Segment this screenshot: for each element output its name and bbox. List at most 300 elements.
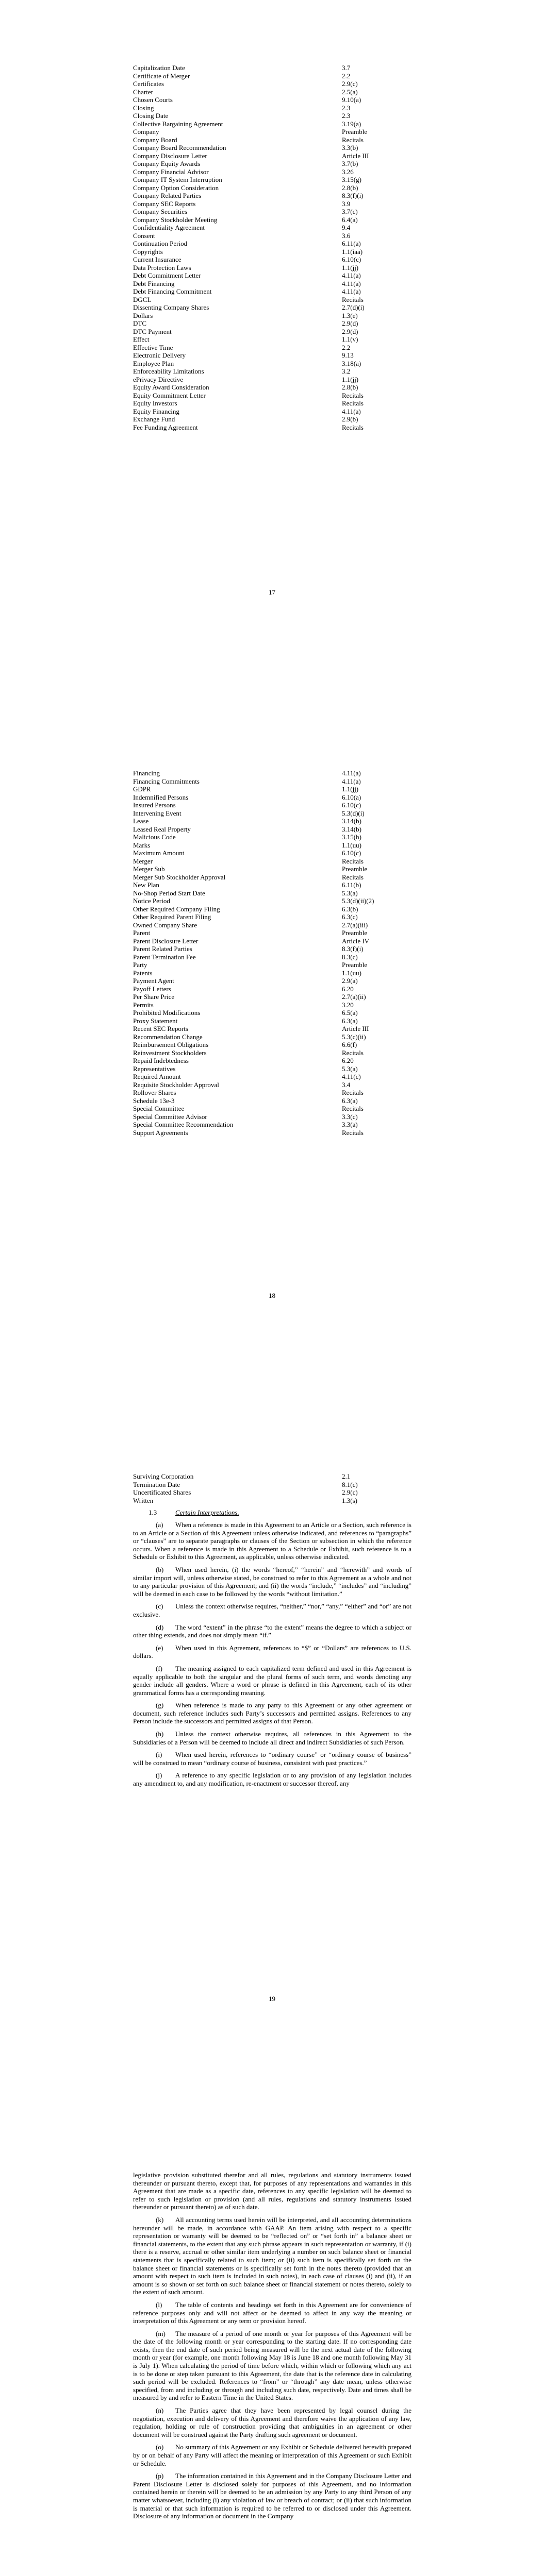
index-section-ref: Recitals [342, 857, 364, 865]
paragraph [133, 1521, 411, 1561]
index-row [133, 280, 411, 288]
paragraph [133, 2406, 411, 2438]
index-section-ref: 2.9(c) [342, 1488, 358, 1496]
index-term: Company Securities [133, 208, 188, 215]
index-term: Enforceability Limitations [133, 367, 204, 375]
paragraph-label: (j) [156, 1771, 162, 1780]
index-section-ref: 1.1(uu) [342, 969, 361, 977]
index-section-ref: 5.3(d)(ii)(2) [342, 897, 374, 905]
index-row [133, 248, 411, 256]
index-row [133, 152, 411, 160]
index-term: Confidentiality Agreement [133, 224, 205, 231]
index-row [133, 801, 411, 809]
index-term: Copyrights [133, 247, 163, 256]
index-term: Rollover Shares [133, 1089, 176, 1096]
index-section-ref: 2.7(d)(i) [342, 303, 365, 311]
index-row [133, 1065, 411, 1073]
paragraph [133, 2443, 411, 2467]
index-section-ref: 2.3 [342, 112, 351, 120]
index-row [133, 1057, 411, 1065]
index-term: Intervening Event [133, 809, 182, 817]
paragraph [133, 1701, 411, 1725]
index-row [133, 969, 411, 977]
index-section-ref: 3.19(a) [342, 120, 361, 128]
index-row [133, 319, 411, 328]
index-section-ref: 5.3(d)(i) [342, 809, 365, 817]
index-row [133, 929, 411, 937]
index-term: Company Option Consideration [133, 183, 219, 192]
defined-terms-index [133, 769, 411, 1137]
index-section-ref: 2.9(d) [342, 327, 358, 335]
paragraph-label: (n) [156, 2406, 164, 2415]
index-term: Payoff Letters [133, 985, 171, 993]
index-section-ref: 6.6(f) [342, 1041, 357, 1048]
index-term: Equity Financing [133, 407, 179, 415]
index-section-ref: 3.20 [342, 1001, 354, 1009]
index-row [133, 857, 411, 866]
index-row [133, 1472, 411, 1481]
index-section-ref: 3.7(c) [342, 208, 358, 215]
index-row [133, 1081, 411, 1089]
document-page-20 [0, 2110, 544, 2576]
index-row [133, 328, 411, 336]
index-row [133, 1488, 411, 1497]
index-term: Permits [133, 1001, 154, 1009]
index-row [133, 977, 411, 985]
index-term: Electronic Delivery [133, 351, 186, 359]
index-row [133, 408, 411, 416]
index-row [133, 144, 411, 152]
paragraph-label: (o) [156, 2443, 164, 2451]
index-term: Requisite Stockholder Approval [133, 1080, 219, 1089]
index-row [133, 120, 411, 128]
index-term: Dissenting Company Shares [133, 303, 209, 311]
index-row [133, 1097, 411, 1105]
index-term: Company Equity Awards [133, 160, 201, 167]
index-term: Equity Investors [133, 399, 177, 407]
index-section-ref: 6.20 [342, 985, 354, 993]
index-section-ref: 3.15(h) [342, 833, 361, 841]
paragraph-label: (e) [156, 1643, 163, 1652]
index-term: Special Committee Recommendation [133, 1121, 234, 1128]
index-section-ref: 1.3(s) [342, 1496, 357, 1504]
index-term: Special Committee Advisor [133, 1112, 207, 1121]
index-section-ref: 6.3(a) [342, 1096, 358, 1105]
index-term: Merger [133, 857, 153, 865]
index-row [133, 913, 411, 921]
index-row [133, 1001, 411, 1009]
index-section-ref: 3.18(a) [342, 359, 361, 367]
index-row [133, 793, 411, 802]
index-section-ref: Recitals [342, 423, 364, 431]
index-term: Company Stockholder Meeting [133, 215, 218, 224]
index-section-ref: 4.11(a) [342, 279, 361, 287]
index-section-ref: Preamble [342, 128, 368, 135]
paragraph-label: (f) [156, 1664, 162, 1672]
index-row [133, 344, 411, 352]
index-row [133, 376, 411, 384]
index-row [133, 1089, 411, 1097]
paragraph-text: When a reference is made in this Agreement to an Article or a Section, such reference is to an Article or a Section of this Agreement unless otherwise indicated, and references to “paragraphs” or “clauses” are to separate paragraphs or clauses of the Section or subsection in which the reference occurs. When a reference is made in this Agreement to a Schedule or Exhibit, such reference is to a Schedule or Exhibit to this Agreement, as applicable, unless otherwise indicated. [133, 1521, 411, 1561]
index-term: Data Protection Laws [133, 263, 191, 272]
index-term: Charter [133, 88, 153, 96]
index-row [133, 1497, 411, 1505]
index-row [133, 415, 411, 423]
index-term: Maximum Amount [133, 849, 185, 857]
index-term: ePrivacy Directive [133, 375, 184, 383]
index-section-ref: 2.9(b) [342, 415, 358, 423]
index-term: Current Insurance [133, 256, 182, 263]
index-row [133, 825, 411, 834]
index-section-ref: Recitals [342, 1089, 364, 1096]
index-term: Surviving Corporation [133, 1472, 194, 1480]
index-row [133, 367, 411, 376]
index-term: Merger Sub Stockholder Approval [133, 873, 226, 881]
paragraph [133, 1665, 411, 1697]
index-term: Termination Date [133, 1480, 180, 1488]
paragraph [133, 1730, 411, 1746]
index-row [133, 1049, 411, 1057]
paragraph-label: (p) [156, 2472, 164, 2480]
index-term: No-Shop Period Start Date [133, 889, 205, 897]
index-row [133, 937, 411, 945]
index-term: Parent Related Parties [133, 945, 192, 953]
index-section-ref: 6.11(b) [342, 881, 361, 889]
index-section-ref: 3.3(a) [342, 1121, 358, 1128]
index-row [133, 392, 411, 400]
index-section-ref: Recitals [342, 1128, 364, 1137]
index-section-ref: Recitals [342, 873, 364, 881]
index-term: Reimbursement Obligations [133, 1041, 209, 1048]
paragraph [133, 1566, 411, 1598]
index-section-ref: 2.1 [342, 1472, 351, 1480]
index-term: Party [133, 961, 147, 969]
index-term: Closing [133, 104, 154, 112]
index-term: Written [133, 1496, 154, 1504]
index-row [133, 953, 411, 961]
index-term: Recommendation Change [133, 1032, 203, 1041]
index-term: DTC Payment [133, 327, 172, 335]
index-row [133, 312, 411, 320]
index-row [133, 1113, 411, 1121]
paragraph-label: (g) [156, 1701, 164, 1709]
index-section-ref: Preamble [342, 961, 368, 969]
index-row [133, 64, 411, 72]
index-row [133, 777, 411, 786]
paragraph-label: (b) [156, 1565, 164, 1573]
paragraph [133, 2330, 411, 2402]
index-row [133, 136, 411, 144]
index-row [133, 817, 411, 825]
paragraph-text: A reference to any specific legislation or to any provision of any legislation includes any amendment to, and any modification, re-enactment or successor thereof, any [133, 1771, 411, 1788]
index-term: Prohibited Modifications [133, 1009, 201, 1016]
index-term: Effect [133, 335, 150, 343]
index-row [133, 769, 411, 777]
paragraph-text: No summary of this Agreement or any Exhibit or Schedule delivered herewith prepared by or on behalf of any Party will affect the meaning or interpretation of this Agreement or such Exhibit or Schedule. [133, 2443, 411, 2467]
section-body [133, 1521, 411, 1792]
index-section-ref: 3.6 [342, 231, 351, 240]
index-section-ref: 2.7(a)(ii) [342, 993, 366, 1001]
index-row [133, 833, 411, 841]
index-term: Debt Financing [133, 279, 175, 287]
paragraph-text: The Parties agree that they have been represented by legal counsel during the negotiation, execution and delivery of this Agreement and therefore waive the application of any law, regulation, holding or rule of construction providing that ambiguities in an agreement or other document will be construed against the Party drafting such agreement or document. [133, 2406, 411, 2438]
index-section-ref: 4.11(a) [342, 272, 361, 279]
index-term: Closing Date [133, 112, 169, 120]
index-section-ref: 3.3(b) [342, 144, 358, 151]
index-row [133, 256, 411, 264]
index-term: Representatives [133, 1064, 176, 1073]
index-term: Continuation Period [133, 240, 188, 247]
index-row [133, 80, 411, 88]
defined-terms-index [133, 64, 411, 431]
section-body [133, 2171, 411, 2525]
index-section-ref: 6.3(a) [342, 1016, 358, 1025]
index-section-ref: 8.1(c) [342, 1480, 358, 1488]
index-row [133, 303, 411, 312]
index-section-ref: 2.8(b) [342, 183, 358, 192]
paragraph-text: Unless the context otherwise requires, “neither,” “nor,” “any,” “either” and “or” are not exclusive. [133, 1602, 411, 1618]
index-section-ref: 3.2 [342, 367, 351, 375]
index-term: Other Required Company Filing [133, 905, 220, 913]
index-term: Company Financial Advisor [133, 167, 209, 176]
index-row [133, 96, 411, 104]
paragraph-text: The table of contents and headings set forth in this Agreement are for convenience of reference purposes only and will not affect or be deemed to affect in any way the meaning or interpretation of this Agreement or any term or provision hereof. [133, 2300, 411, 2325]
index-section-ref: 2.9(c) [342, 80, 358, 88]
index-term: Indemnified Persons [133, 793, 189, 801]
paragraph [133, 2472, 411, 2520]
index-term: Parent Termination Fee [133, 953, 196, 961]
paragraph-text: When used herein, references to “ordinary course” or “ordinary course of business” will be construed to mean “ordinary course of business, consistent with past practices.” [133, 1751, 411, 1767]
index-row [133, 112, 411, 120]
index-row [133, 1129, 411, 1137]
index-term: Company Disclosure Letter [133, 151, 207, 160]
index-section-ref: 6.4(a) [342, 215, 358, 224]
paragraph-label: (l) [156, 2300, 162, 2309]
index-row [133, 961, 411, 969]
paragraph [133, 1644, 411, 1660]
index-section-ref: Recitals [342, 295, 364, 303]
index-section-ref: 6.5(a) [342, 1009, 358, 1016]
index-row [133, 360, 411, 368]
index-section-ref: 4.11(a) [342, 407, 361, 415]
paragraph-label: (i) [156, 1751, 162, 1759]
index-term: Other Required Parent Filing [133, 913, 211, 921]
index-section-ref: Recitals [342, 1048, 364, 1057]
paragraph [133, 1771, 411, 1787]
index-row [133, 272, 411, 280]
index-section-ref: 3.3(c) [342, 1112, 358, 1121]
index-section-ref: 4.11(c) [342, 1073, 361, 1080]
index-row [133, 785, 411, 793]
index-row [133, 200, 411, 208]
index-row [133, 224, 411, 232]
index-term: Financing Commitments [133, 777, 200, 785]
index-row [133, 128, 411, 136]
index-section-ref: 3.7(b) [342, 160, 358, 167]
paragraph-label: (h) [156, 1730, 164, 1738]
index-section-ref: 6.10(c) [342, 849, 361, 857]
index-term: Debt Financing Commitment [133, 287, 212, 295]
index-term: Lease [133, 817, 149, 825]
page-number: 19 [269, 1995, 275, 2003]
index-term: New Plan [133, 881, 159, 889]
index-term: Fee Funding Agreement [133, 423, 198, 431]
index-row [133, 399, 411, 408]
index-row [133, 849, 411, 857]
index-term: DTC [133, 319, 146, 327]
index-section-ref: 5.3(a) [342, 889, 358, 897]
paragraph [133, 1602, 411, 1618]
paragraph-label: (a) [156, 1521, 163, 1529]
index-section-ref: 1.1(uu) [342, 841, 361, 849]
index-row [133, 232, 411, 240]
index-section-ref: Recitals [342, 391, 364, 399]
index-term: Schedule 13e-3 [133, 1096, 175, 1105]
index-section-ref: 3.15(g) [342, 176, 361, 183]
index-term: Recent SEC Reports [133, 1025, 188, 1032]
index-section-ref: 1.1(jj) [342, 263, 359, 272]
index-section-ref: Article III [342, 1025, 369, 1032]
index-term: Parent [133, 929, 151, 937]
section-number: 1.3 [149, 1509, 157, 1516]
index-section-ref: 8.3(f)(i) [342, 192, 364, 199]
index-row [133, 184, 411, 192]
index-term: Equity Award Consideration [133, 383, 209, 391]
paragraph-text: The information contained in this Agreement and in the Company Disclosure Letter and Parent Disclosure Letter is disclosed solely for purposes of this Agreement, and no information contained herein or therein will be deemed to be an admission by any Party to any third Person of any matter whatsoever, including (i) any violation of law or breach of contract; or (ii) that such information is material or that such information is required to be referred to or disclosed under this Agreement. Disclosure of any information or document in the Company [133, 2472, 411, 2520]
index-row [133, 208, 411, 216]
index-term: Notice Period [133, 897, 170, 905]
index-row [133, 945, 411, 953]
index-term: Company [133, 128, 159, 135]
index-term: Parent Disclosure Letter [133, 937, 199, 945]
index-row [133, 216, 411, 224]
paragraph [133, 2301, 411, 2325]
paragraph-label: (k) [156, 2215, 164, 2224]
index-section-ref: 2.2 [342, 343, 351, 351]
index-row [133, 881, 411, 889]
page-number: 17 [269, 588, 275, 596]
index-section-ref: 6.3(b) [342, 905, 358, 913]
index-term: Company Related Parties [133, 192, 202, 199]
paragraph-text: The meaning assigned to each capitalized term defined and used in this Agreement is equally applicable to both the singular and the plural forms of such term, and words denoting any gender include all genders. Where a word or phrase is defined in this Agreement, each of its other grammatical forms has a corresponding meaning. [133, 1664, 411, 1697]
index-term: Marks [133, 841, 151, 849]
index-term: Required Amount [133, 1073, 181, 1080]
index-term: Company IT System Interruption [133, 176, 222, 183]
index-term: Exchange Fund [133, 415, 175, 423]
index-row [133, 176, 411, 184]
index-row [133, 240, 411, 248]
index-section-ref: 6.10(a) [342, 793, 361, 801]
index-row [133, 921, 411, 929]
index-row [133, 104, 411, 112]
index-row [133, 1105, 411, 1113]
index-term: Owned Company Share [133, 921, 197, 929]
index-row [133, 72, 411, 80]
index-section-ref: 6.10(c) [342, 801, 361, 809]
index-row [133, 1025, 411, 1033]
index-row [133, 1033, 411, 1041]
index-section-ref: 4.11(a) [342, 287, 361, 295]
paragraph-text: When used herein, (i) the words “hereof,” “herein” and “herewith” and words of similar import will, unless otherwise stated, be construed to refer to this Agreement as a whole and not to any particular provision of this Agreement; and (ii) the words “include,” “includes” and “including” will be deemed in each case to be followed by the words “without limitation.” [133, 1565, 411, 1598]
index-section-ref: 1.1(jj) [342, 785, 359, 793]
index-section-ref: 2.2 [342, 72, 351, 80]
index-section-ref: 6.20 [342, 1057, 354, 1064]
index-section-ref: 1.1(v) [342, 335, 358, 343]
index-row [133, 192, 411, 200]
index-row [133, 809, 411, 818]
index-section-ref: 1.1(iaa) [342, 247, 363, 256]
index-section-ref: 2.3 [342, 104, 351, 112]
index-term: Consent [133, 231, 155, 240]
index-row [133, 1017, 411, 1025]
index-row [133, 423, 411, 432]
index-term: Malicious Code [133, 833, 176, 841]
paragraph-text: All accounting terms used herein will be interpreted, and all accounting determinations hereunder will be made, in accordance with GAAP. An item arising with respect to a specific representation or warranty will be deemed to be “reflected on” or “set forth in” a balance sheet or financial statements, to the extent that any such phrase appears in such representation or warranty, if (i) there is a reserve, accrual or other similar item underlying a number on such balance sheet or financial statements that is specifically related to such item; or (ii) such item is specifically set forth on the balance sheet or financial statements or is specifically set forth in the notes thereto (provided that an amount with respect to such item is included in such notes), in each case of clauses (i) and (ii), if an amount is so shown or set forth on such balance sheet or financial statement or notes thereto, solely to the extent of such amount. [133, 2215, 411, 2296]
paragraph-list [133, 2216, 411, 2520]
index-row [133, 905, 411, 913]
paragraph-label: (d) [156, 1623, 164, 1631]
index-term: Patents [133, 969, 153, 977]
paragraph-label: (c) [156, 1602, 163, 1611]
paragraph-text: Unless the context otherwise requires, all references in this Agreement to the Subsidiaries of a Person will be deemed to include all direct and indirect Subsidiaries of such Person. [133, 1730, 411, 1746]
index-row [133, 160, 411, 168]
index-section-ref: Preamble [342, 929, 368, 937]
paragraph [133, 2216, 411, 2296]
index-term: Leased Real Property [133, 825, 191, 833]
index-section-ref: 2.9(d) [342, 319, 358, 327]
index-row [133, 1009, 411, 1017]
index-section-ref: 3.7 [342, 64, 351, 72]
index-section-ref: Article IV [342, 937, 370, 945]
defined-terms-index [133, 1472, 411, 1504]
document-page-17 [0, 0, 544, 703]
index-section-ref: Recitals [342, 1105, 364, 1112]
index-section-ref: 5.3(c)(ii) [342, 1032, 366, 1041]
index-section-ref: 2.7(a)(iii) [342, 921, 368, 929]
index-row [133, 1121, 411, 1129]
paragraph-text: The measure of a period of one month or year for purposes of this Agreement will be the date of the following month or year corresponding to the starting date. If no corresponding date exists, then the end date of such period being measured will be the next actual date of the following month or year (for example, one month following May 18 is June 18 and one month following May 31 is July 1). When calculating the period of time before which, within which or following which any act is to be done or step taken pursuant to this Agreement, the date that is the reference date in calculating such period will be excluded. References to “from” or “through” any date mean, unless otherwise specified, from and including or through and including such date, respectively. Date and times shall be measured by and refer to Eastern Time in the United States. [133, 2329, 411, 2402]
index-section-ref: 6.3(c) [342, 913, 358, 921]
index-term: Effective Time [133, 343, 173, 351]
paragraph-text: The word “extent” in the phrase “to the extent” means the degree to which a subject or other thing extends, and does not simply mean “if.” [133, 1623, 411, 1639]
index-term: Repaid Indebtedness [133, 1057, 189, 1064]
index-term: Capitalization Date [133, 64, 185, 72]
index-section-ref: 6.11(a) [342, 240, 361, 247]
index-row [133, 335, 411, 344]
index-row [133, 1481, 411, 1489]
index-row [133, 264, 411, 272]
index-section-ref: 1.1(jj) [342, 375, 359, 383]
index-term: Proxy Statement [133, 1016, 178, 1025]
document-page-18 [0, 703, 544, 1406]
index-term: Company Board [133, 135, 177, 144]
index-row [133, 897, 411, 905]
index-section-ref: Preamble [342, 865, 368, 873]
section-heading [133, 1509, 411, 1517]
index-term: Employee Plan [133, 359, 174, 367]
index-section-ref: 8.3(f)(i) [342, 945, 364, 953]
index-row [133, 296, 411, 304]
index-row [133, 873, 411, 882]
index-section-ref: 3.26 [342, 167, 354, 176]
index-section-ref: 2.8(b) [342, 383, 358, 391]
paragraph-continuation: legislative provision substituted therefor and all rules, regulations and statutory instruments issued thereunder or pursuant thereto, except that, for purposes of any representations and warranties in this Agreement that are made as a specific date, references to any specific legislation will be deemed to refer to such legislation or provision (and all rules, regulations and statutory instruments issued thereunder or pursuant thereto) as of such date. [133, 2171, 411, 2211]
index-row [133, 865, 411, 873]
page-number: 18 [269, 1292, 275, 1299]
index-row [133, 168, 411, 176]
paragraph-text: When reference is made to any party to this Agreement or any other agreement or document, such reference includes such Party’s successors and permitted assigns. References to any Person include the successors and permitted assigns of that Person. [133, 1701, 411, 1725]
index-row [133, 1041, 411, 1049]
